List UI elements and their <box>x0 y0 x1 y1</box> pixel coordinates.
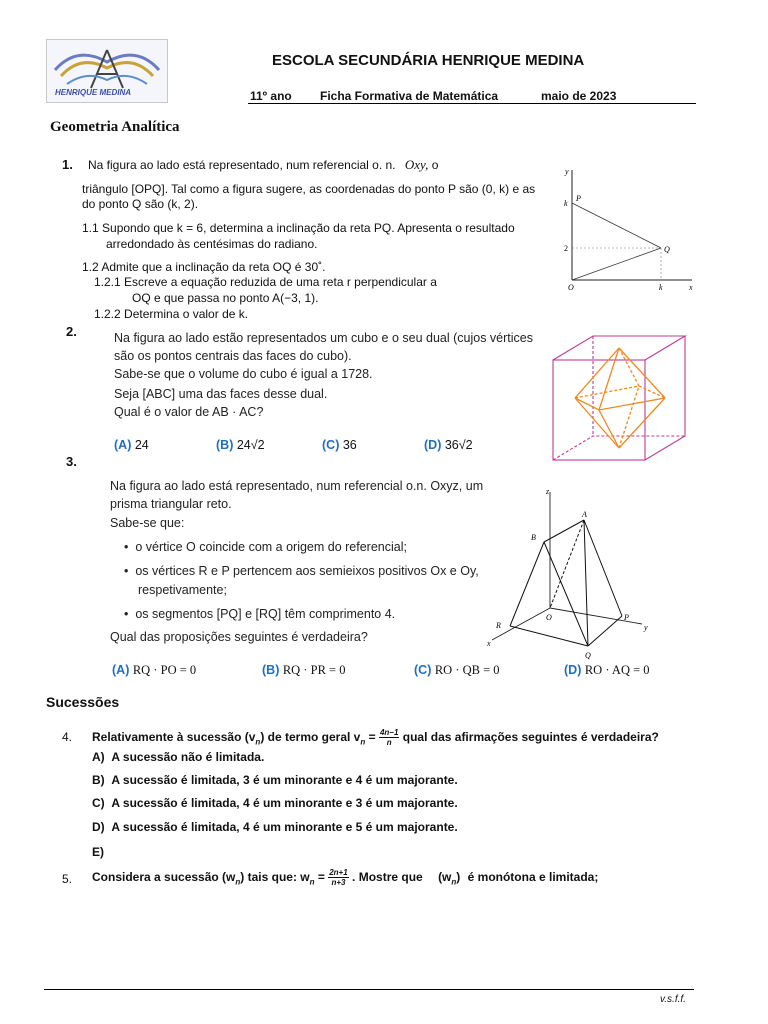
q4-option-a[interactable] <box>92 750 264 764</box>
q2-option-c[interactable] <box>322 438 357 452</box>
q2-line1: Na figura ao lado estão representados um cubo e o seu dual (cujos vértices <box>114 331 533 345</box>
footer-divider <box>44 989 694 990</box>
q3-option-d[interactable] <box>564 663 650 678</box>
q3-option-a-value: RQ · PO = 0 <box>132 663 197 677</box>
q5-sub-3: n <box>451 877 457 887</box>
q5-fraction <box>328 868 348 887</box>
q3-line4: Qual das proposições seguintes é verdadeira? <box>110 630 368 644</box>
q1-1-line1: 1.1 Supondo que k = 6, determina a inclinação da reta PQ. Apresenta o resultado <box>82 221 515 235</box>
edge-rq <box>510 626 588 646</box>
q4-post: qual das afirmações seguintes é verdadeira? <box>402 730 659 744</box>
q1-line1 <box>88 157 438 173</box>
section-sequences: Sucessões <box>46 694 120 710</box>
q3-option-a-label: (A) <box>112 663 130 677</box>
school-logo <box>46 39 168 103</box>
q1-label-p: P <box>576 194 581 203</box>
q3-prism-figure <box>484 484 664 662</box>
q4-option-b-text: A sucessão é limitada, 3 é um minorante e 4 é um majorante. <box>111 773 458 787</box>
q3-option-a[interactable] <box>112 663 196 678</box>
q3-line2: prisma triangular reto. <box>110 497 232 511</box>
q4-pre: Relativamente à sucessão (v <box>92 730 256 744</box>
q2-option-b[interactable] <box>216 438 265 452</box>
q3-option-d-label: (D) <box>564 663 582 677</box>
q5-frac-den: n+3 <box>331 878 346 888</box>
q3-option-b-label: (B) <box>262 663 280 677</box>
q4-number: 4. <box>62 730 73 744</box>
q5-statement <box>92 866 598 893</box>
school-year: 11º ano <box>250 89 292 103</box>
q2-option-c-value: 36 <box>342 438 357 452</box>
q3-option-d-value: RO · AQ = 0 <box>584 663 650 677</box>
q4-option-d[interactable] <box>92 820 458 834</box>
q3-option-c[interactable] <box>414 663 500 678</box>
q1-line3: do ponto Q são (k, 2). <box>82 197 199 211</box>
oct-edge-1 <box>575 348 619 398</box>
q5-pre: Considera a sucessão (w <box>92 870 236 884</box>
q2-option-a[interactable] <box>114 438 149 452</box>
q4-mid: ) de termo geral v <box>260 730 361 744</box>
oct-edge-2 <box>599 348 619 410</box>
q3-line1: Na figura ao lado está representado, num referencial o.n. Oxyz, um <box>110 479 484 493</box>
q2-number: 2. <box>66 324 77 339</box>
q2-line2: são os pontos centrais das faces do cubo). <box>114 349 352 363</box>
q2-option-b-label: (B) <box>216 438 234 452</box>
oct-edge-8 <box>619 386 639 448</box>
edge-ap <box>584 520 622 616</box>
footer-vsff: v.s.f.f. <box>660 994 686 1005</box>
q1-figure <box>560 162 700 297</box>
q4-option-b-label: B) <box>92 773 105 787</box>
section-geometry: Geometria Analítica <box>50 119 180 135</box>
q3-bullet1 <box>124 537 407 558</box>
school-name: ESCOLA SECUNDÁRIA HENRIQUE MEDINA <box>272 52 585 69</box>
q4-equals: = <box>368 730 376 744</box>
q2-option-c-label: (C) <box>322 438 340 452</box>
q3-line3: Sabe-se que: <box>110 516 185 530</box>
q4-option-e-label: E) <box>92 845 104 859</box>
edge-ao <box>550 520 584 608</box>
q2-option-a-label: (A) <box>114 438 132 452</box>
q3-label-y: y <box>644 623 648 632</box>
q4-option-e[interactable] <box>92 845 104 859</box>
q4-option-c[interactable] <box>92 796 458 810</box>
edge-bq <box>544 542 588 646</box>
q1-2-2: 1.2.2 Determina o valor de k. <box>94 307 249 321</box>
q1-label-k-x: k <box>659 283 663 292</box>
dual-octahedron <box>575 348 665 448</box>
q5-wn: (w <box>438 870 452 884</box>
oct-edge-3 <box>619 348 665 398</box>
q1-2-1-line1: 1.2.1 Escreve a equação reduzida de uma reta r perpendicular a <box>94 275 437 289</box>
q1-label-y: y <box>565 167 569 176</box>
q1-label-o: O <box>568 283 574 292</box>
subject-title: Ficha Formativa de Matemática <box>320 89 499 103</box>
q3-label-a: A <box>582 510 587 519</box>
q5-wn-close: ) <box>456 870 461 884</box>
q4-option-a-label: A) <box>92 750 105 764</box>
q5-mid: ) tais que: w <box>240 870 310 884</box>
bullet-dot: • <box>124 564 136 578</box>
bullet-dot: • <box>124 540 136 554</box>
q1-line2: triângulo [OPQ]. Tal como a figura sugere, as coordenadas do ponto P são (0, k) e as <box>82 182 536 196</box>
q3-label-z: z <box>546 487 550 496</box>
q2-option-b-value: 24√2 <box>236 438 265 452</box>
q3-bullet2-text: os vértices R e P pertencem aos semieixos positivos Ox e Oy, <box>135 564 479 578</box>
q4-frac-num: 4n−1 <box>379 728 399 738</box>
q1-1-line2: arredondado às centésimas do radiano. <box>106 237 318 251</box>
q3-option-c-value: RO · QB = 0 <box>434 663 500 677</box>
q3-option-b[interactable] <box>262 663 345 678</box>
oct-equator-back <box>575 386 665 398</box>
q3-label-b: B <box>531 533 536 542</box>
edge-qp <box>588 616 622 646</box>
q1-line1-text: Na figura ao lado está representado, num referencial o. n. <box>88 158 396 172</box>
q2-option-d-label: (D) <box>424 438 442 452</box>
q1-2: 1.2 Admite que a inclinação da reta OQ é 30˚. <box>82 260 326 274</box>
q1-segment-oq <box>572 248 661 280</box>
q3-label-q: Q <box>585 651 591 660</box>
q4-option-d-label: D) <box>92 820 105 834</box>
q4-option-a-text: A sucessão não é limitada. <box>111 750 265 764</box>
q1-2-1-line2: OQ e que passa no ponto A(−3, 1). <box>132 291 319 305</box>
cube <box>553 336 685 460</box>
q4-option-d-text: A sucessão é limitada, 4 é um minorante e 5 é um majorante. <box>111 820 458 834</box>
q1-o: o <box>431 158 439 172</box>
q1-number: 1. <box>62 157 73 172</box>
edge-aq <box>584 520 588 646</box>
q4-option-b[interactable] <box>92 773 458 787</box>
q2-cube-figure <box>545 332 695 464</box>
q1-segment-pq <box>572 203 661 248</box>
q3-bullet1-text: o vértice O coincide com a origem do referencial; <box>135 540 407 554</box>
oct-edge-5 <box>575 398 619 448</box>
q1-oxy: Oxy, <box>404 157 429 172</box>
prism-edges <box>510 520 622 646</box>
q2-option-a-value: 24 <box>134 438 149 452</box>
q5-number: 5. <box>62 872 73 886</box>
q3-bullet3-text: os segmentos [PQ] e [RQ] têm comprimento 4. <box>135 607 396 621</box>
q4-fraction <box>379 728 399 747</box>
q4-sub-2: n <box>360 737 366 747</box>
q3-label-x: x <box>487 639 491 648</box>
q3-bullet2 <box>124 561 479 582</box>
header-divider <box>248 103 696 104</box>
q5-end: é monótona e limitada; <box>467 870 599 884</box>
q4-sub-1: n <box>255 737 261 747</box>
q1-label-q: Q <box>664 245 670 254</box>
q3-label-o: O <box>546 613 552 622</box>
q4-option-c-text: A sucessão é limitada, 4 é um minorante e 3 é um majorante. <box>111 796 458 810</box>
q5-post: . Mostre que <box>352 870 423 884</box>
q3-label-r: R <box>496 621 501 630</box>
q2-line5: Qual é o valor de AB · AC? <box>114 405 264 419</box>
q3-option-b-value: RQ · PR = 0 <box>282 663 346 677</box>
q3-label-p: P <box>624 613 629 622</box>
logo-text: HENRIQUE MEDINA <box>55 88 132 97</box>
q3-number: 3. <box>66 454 77 469</box>
bullet-dot: • <box>124 607 136 621</box>
edge-br <box>510 542 544 626</box>
q1-label-x: x <box>689 283 693 292</box>
q5-sub-2: n <box>309 877 315 887</box>
q3-option-c-label: (C) <box>414 663 432 677</box>
q2-option-d[interactable] <box>424 438 473 452</box>
q2-option-d-value: 36√2 <box>444 438 473 452</box>
q1-label-k-y: k <box>564 199 568 208</box>
q4-frac-den: n <box>386 738 392 748</box>
q2-line4: Seja [ABC] uma das faces desse dual. <box>114 387 328 401</box>
date: maio de 2023 <box>541 89 617 103</box>
oct-equator-front <box>575 398 665 410</box>
q5-equals: = <box>317 870 325 884</box>
q5-frac-num: 2n+1 <box>329 868 348 878</box>
q3-bullet2-cont: respetivamente; <box>138 583 227 597</box>
q2-line3: Sabe-se que o volume do cubo é igual a 1728. <box>114 367 373 381</box>
q5-sub-1: n <box>235 877 241 887</box>
q3-bullet3 <box>124 604 395 625</box>
q1-label-two: 2 <box>564 244 568 253</box>
q4-option-c-label: C) <box>92 796 105 810</box>
